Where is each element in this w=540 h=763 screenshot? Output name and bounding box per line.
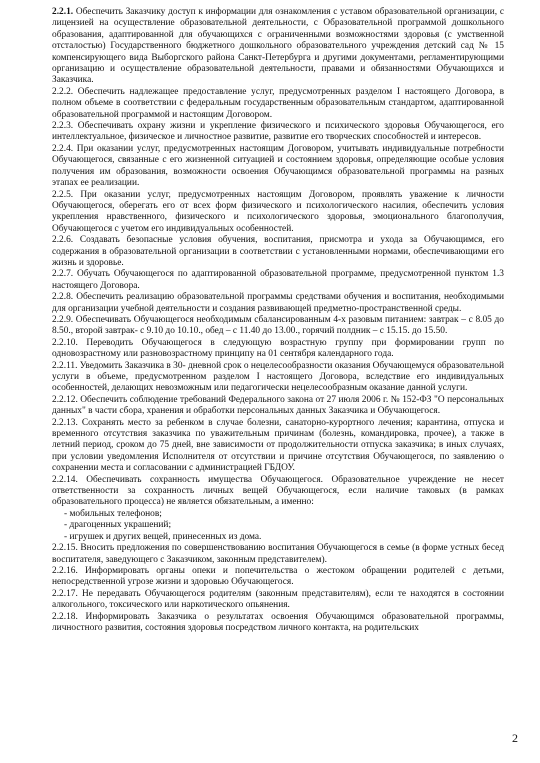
- clause-2-2-9: [52, 315, 504, 338]
- clause-text: Информировать Заказчика о результатах освоения Обучающимся образовательной программы, личностного развития, состояния здоровья посредством личного контакта, на родительских: [52, 611, 504, 633]
- clause-number: 2.2.3.: [52, 121, 74, 132]
- clause-number: 2.2.13.: [52, 417, 78, 428]
- clause-2-2-15: [52, 543, 504, 566]
- clause-number: 2.2.4.: [52, 143, 74, 154]
- clause-number: 2.2.14.: [52, 474, 78, 485]
- list-item: - драгоценных украшений;: [64, 520, 172, 531]
- clause-number: 2.2.2.: [52, 86, 74, 97]
- clause-number: 2.2.5.: [52, 189, 74, 200]
- clause-2-2-5: [52, 190, 504, 236]
- clause-text: Переводить Обучающегося в следующую возрастную группу при формировании групп по одновозрастному или разновозрастному принципу на 01 сентября календарного года.: [52, 337, 504, 360]
- clause-number: 2.2.9.: [52, 314, 74, 325]
- clause-text: Обеспечить реализацию образовательной программы средствами обучения и воспитания, необходимыми для организации учебной деятельности и создания развивающей предметно-пространственной среды.: [52, 292, 504, 314]
- clause-number: 2.2.12.: [52, 394, 78, 405]
- clause-2-2-16: [52, 566, 504, 589]
- clause-text: Обеспечить соблюдение требований Федерального закона от 27 июля 2006 г. № 152-ФЗ "О персональных данных" в части сбора, хранения и обработки персональных данных Заказчика и Обучающегося.: [52, 394, 504, 417]
- clause-number: 2.2.16.: [52, 565, 78, 576]
- clause-text: Сохранять место за ребенком в случае болезни, санаторно-курортного лечения; карантина, отпуска и временного отсутствия заказчика по уважительным причинам (болезнь, командировка, прочее), а также в летний период, сроком до 75 дней, вне зависимости от продолжительности отпуска заказчика; в иных случаях, при условии уведомления Исполнителя от отсутствии и причине отсутствия Обучающегося, по заявлению о сохранении места и согласовании с администрацией ГБДОУ.: [52, 417, 504, 474]
- clause-text: Вносить предложения по совершенствованию воспитания Обучающегося в семье (в форме устных бесед воспитателя, заведующего с Заказчиком, законным представителем).: [52, 543, 504, 565]
- clause-number: 2.2.8.: [52, 292, 74, 303]
- document-page: [52, 7, 504, 634]
- clause-number: 2.2.17.: [52, 588, 78, 599]
- clause-2-2-11: [52, 361, 504, 395]
- clause-number: 2.2.7.: [52, 269, 74, 280]
- clause-number: 2.2.6.: [52, 235, 74, 246]
- clause-number: 2.2.11.: [52, 360, 78, 371]
- clause-number: 2.2.15.: [52, 543, 78, 554]
- clause-text: Обеспечивать Обучающегося необходимым сбалансированным 4-х разовым питанием: завтрак – с 8.05 до 8.50., второй завтрак- с 9.10 до 10.10., обед – с 11.40 до 13.00., горячий полдник – с 15.15. до 15.50.: [52, 314, 504, 337]
- clause-text: Обеспечить надлежащее предоставление услуг, предусмотренных разделом I настоящего Договора, в полном объеме в соответствии с федеральным государственным образовательным стандартом, адаптированной образовательной программой и настоящим Договором.: [52, 86, 504, 120]
- clause-2-2-6: [52, 235, 504, 269]
- clause-text: Уведомить Заказчика в 30- дневной срок о нецелесообразности оказания Обучающемуся образовательной услуги в объеме, предусмотренном разделом I настоящего Договора, вследствие его индивидуальных особенностей, делающих невозможным или педагогически нецелесообразным оказание данной услуги.: [52, 360, 504, 394]
- page-number: 2: [512, 731, 518, 745]
- list-item: - мобильных телефонов;: [64, 508, 162, 519]
- clause-text: Обеспечивать охрану жизни и укрепление физического и психического здоровья Обучающегося, его интеллектуальное, физическое и личностное развитие, развитие его творческих способностей и интересов.: [52, 121, 504, 143]
- clause-2-2-17: [52, 589, 504, 612]
- list-item: - игрушек и других вещей, принесенных из дома.: [64, 531, 262, 542]
- clause-2-2-7: [52, 269, 504, 292]
- clause-2-2-18: [52, 612, 504, 635]
- clause-text: Создавать безопасные условия обучения, воспитания, присмотра и ухода за Обучающимся, его содержания в образовательной организации в соответствии с установленными нормами, обеспечивающими его жизнь и здоровье.: [52, 235, 504, 268]
- clause-2-2-8: [52, 292, 504, 315]
- clause-2-2-1: [52, 7, 504, 87]
- clause-text: При оказании услуг, предусмотренных настоящим Договором, учитывать индивидуальные потребности Обучающегося, связанные с его жизненной ситуацией и состоянием здоровья, определяющие особые условия получения им образования, возможности освоения Обучающимся образовательной программы на разных этапах ее реализации.: [52, 143, 504, 189]
- clause-text: Обеспечивать сохранность имущества Обучающегося. Образовательное учреждение не несет ответственности за сохранность личных вещей Обучающегося, если наличие таковых (в рамках образовательного процесса) не является обязательным, а именно:: [52, 474, 504, 508]
- clause-2-2-4: [52, 144, 504, 190]
- clause-2-2-10: [52, 338, 504, 361]
- clause-number: 2.2.1.: [52, 7, 74, 17]
- clause-text: Обеспечить Заказчику доступ к информации для ознакомления с уставом образовательной организации, с лицензией на осуществление образовательной деятельности, с Образовательной программой дошкольного образования, адаптированной для обучающихся с ограниченными возможностями здоровья (с умственной отсталостью) Государственного бюджетного дошкольного образовательного учреждения детский сад № 15 компенсирующего вида Выборгского района Санкт-Петербурга и другими документами, регламентирующими организацию и осуществление образовательной деятельности, правами и обязанностями Обучающихся и Заказчика.: [52, 7, 504, 86]
- clause-number: 2.2.18.: [52, 611, 78, 622]
- clause-2-2-3: [52, 121, 504, 144]
- clause-number: 2.2.10.: [52, 337, 78, 348]
- clause-2-2-14: [52, 475, 504, 509]
- clause-text: Не передавать Обучающегося родителям (законным представителям), если те находятся в состоянии алкогольного, токсического или наркотического опьянения.: [52, 588, 504, 611]
- clause-2-2-2: [52, 87, 504, 121]
- clause-2-2-13: [52, 418, 504, 475]
- clause-text: Обучать Обучающегося по адаптированной образовательной программе, предусмотренной пунктом 1.3 настоящего Договора.: [52, 269, 504, 291]
- clause-text: При оказании услуг, предусмотренных настоящим Договором, проявлять уважение к личности Обучающегося, оберегать его от всех форм физического и психологического насилия, обеспечить условия укрепления нравственного, физического и психологического здоровья, эмоционального благополучия, Обучающегося с учетом его индивидуальных особенностей.: [52, 189, 504, 234]
- clause-text: Информировать органы опеки и попечительства о жестоком обращении родителей с детьми, непосредственной угрозе жизни и здоровью Обучающегося.: [52, 565, 504, 588]
- clause-2-2-12: [52, 395, 504, 418]
